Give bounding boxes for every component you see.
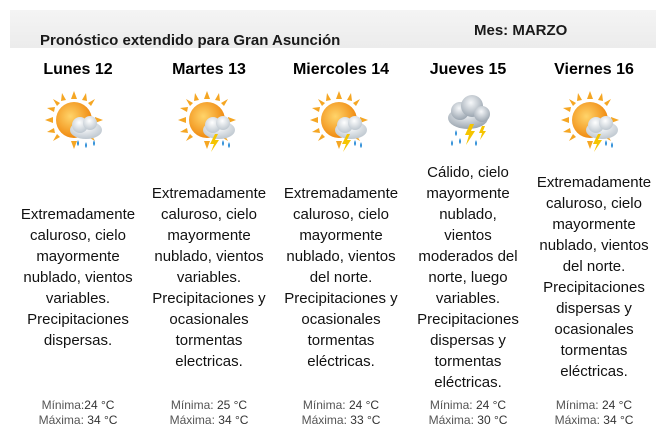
sun-cloud-storm-icon <box>560 90 624 154</box>
day-column-2 <box>143 58 275 438</box>
day-column-3 <box>275 58 407 438</box>
day-column-1 <box>12 58 144 438</box>
day-column-4 <box>402 58 534 438</box>
sun-cloud-storm-icon <box>309 90 373 154</box>
day-name: Viernes 16 <box>554 61 634 78</box>
forecast-description: Extremadamente caluroso, cielo mayormente nublado, vientos variables. Precipitaciones dispersas. <box>20 206 136 349</box>
page-title: Pronóstico extendido para Gran Asunción <box>40 32 341 49</box>
temperature-range: Mínima: 24 °C Máxima: 34 °C <box>554 398 634 427</box>
day-name: Martes 13 <box>172 61 246 78</box>
sun-cloud-rain-icon <box>44 90 108 154</box>
day-name: Lunes 12 <box>43 61 113 78</box>
forecast-description: Extremadamente caluroso, cielo mayormente nublado, vientos del norte. Precipitaciones y ocasionales tormentas eléctricas. <box>283 185 399 370</box>
temperature-range: Mínima: 24 °C Máxima: 30 °C <box>428 398 508 427</box>
temperature-range: Mínima: 24 °C Máxima: 33 °C <box>301 398 381 427</box>
sun-cloud-storm-icon <box>177 90 241 154</box>
day-name: Miercoles 14 <box>292 61 390 78</box>
cloud-storm-icon <box>438 90 502 154</box>
forecast-description: Extremadamente caluroso, cielo mayormente nublado, vientos del norte. Precipitaciones dispersas y ocasionales tormentas eléctricas. <box>536 174 652 380</box>
temperature-range: Mínima:24 °C Máxima: 34 °C <box>38 398 118 427</box>
month-label: Mes: MARZO <box>474 22 568 39</box>
day-name: Jueves 15 <box>429 61 507 78</box>
day-column-5 <box>528 58 660 438</box>
temperature-range: Mínima: 25 °C Máxima: 34 °C <box>169 398 249 427</box>
forecast-description: Cálido, cielo mayormente nublado, vientos moderados del norte, luego variables. Precipitaciones dispersas y tormentas eléctricas. <box>417 164 519 391</box>
forecast-description: Extremadamente caluroso, cielo mayormente nublado, vientos variables. Precipitaciones y ocasionales tormentas electricas. <box>151 185 267 370</box>
